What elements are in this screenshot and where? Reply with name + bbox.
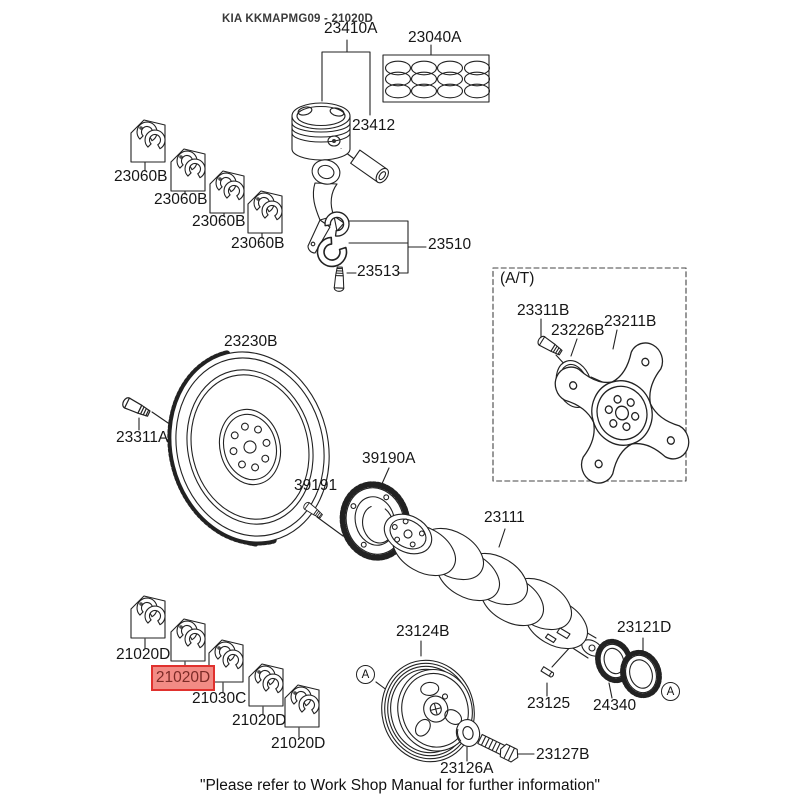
part-label-24340: 24340 — [593, 697, 637, 714]
part-label-39191: 39191 — [294, 477, 338, 494]
part-label-23060b-3: 23060B — [192, 213, 246, 230]
part-label-23311a: 23311A — [116, 429, 169, 446]
flywheel-drawing — [121, 335, 349, 559]
part-label-23126a: 23126A — [440, 760, 494, 777]
part-label-21020d-4: 21020D — [271, 735, 326, 752]
part-label-23510: 23510 — [428, 236, 472, 253]
part-label-23127b: 23127B — [536, 746, 590, 763]
key-pin-drawing — [541, 667, 554, 678]
crank-gears-drawing — [593, 637, 665, 700]
footer-note: "Please refer to Work Shop Manual for further information" — [199, 777, 601, 794]
part-label-21020d-highlighted[interactable]: 21020D — [151, 665, 215, 691]
part-label-23311b: 23311B — [517, 302, 570, 319]
part-label-21020d-3: 21020D — [232, 712, 287, 729]
part-label-39190a: 39190A — [362, 450, 416, 467]
part-label-23121d: 23121D — [617, 619, 672, 636]
pulley-drawing — [371, 650, 521, 771]
part-label-21020d-1: 21020D — [116, 646, 171, 663]
part-label-23060b-1: 23060B — [114, 168, 168, 185]
part-label-21030c: 21030C — [192, 690, 247, 707]
part-label-23040a: 23040A — [408, 29, 462, 46]
part-label-23060b-2: 23060B — [154, 191, 208, 208]
piston-ring-set-drawing — [383, 55, 490, 102]
diagram-title: KIA KKMAPMG09 - 21020D — [222, 13, 373, 25]
detail-marker-a-pulley: A — [356, 665, 375, 684]
at-section-label: (A/T) — [500, 270, 535, 287]
piston-pin-drawing — [351, 150, 391, 185]
part-label-23125: 23125 — [527, 695, 571, 712]
part-label-23124b: 23124B — [396, 623, 450, 640]
part-label-23226b: 23226B — [551, 322, 605, 339]
part-label-23060b-4: 23060B — [231, 235, 285, 252]
part-label-23513: 23513 — [357, 263, 401, 280]
part-label-23412: 23412 — [352, 117, 396, 134]
detail-marker-a-gear: A — [661, 682, 680, 701]
piston-drawing — [292, 103, 350, 160]
part-label-23410a: 23410A — [324, 20, 378, 37]
part-label-23230b: 23230B — [224, 333, 278, 350]
part-label-23211b: 23211B — [604, 313, 657, 330]
crankshaft-drawing — [377, 506, 605, 677]
part-label-23111: 23111 — [484, 509, 525, 526]
connecting-rod-drawing — [308, 157, 351, 292]
